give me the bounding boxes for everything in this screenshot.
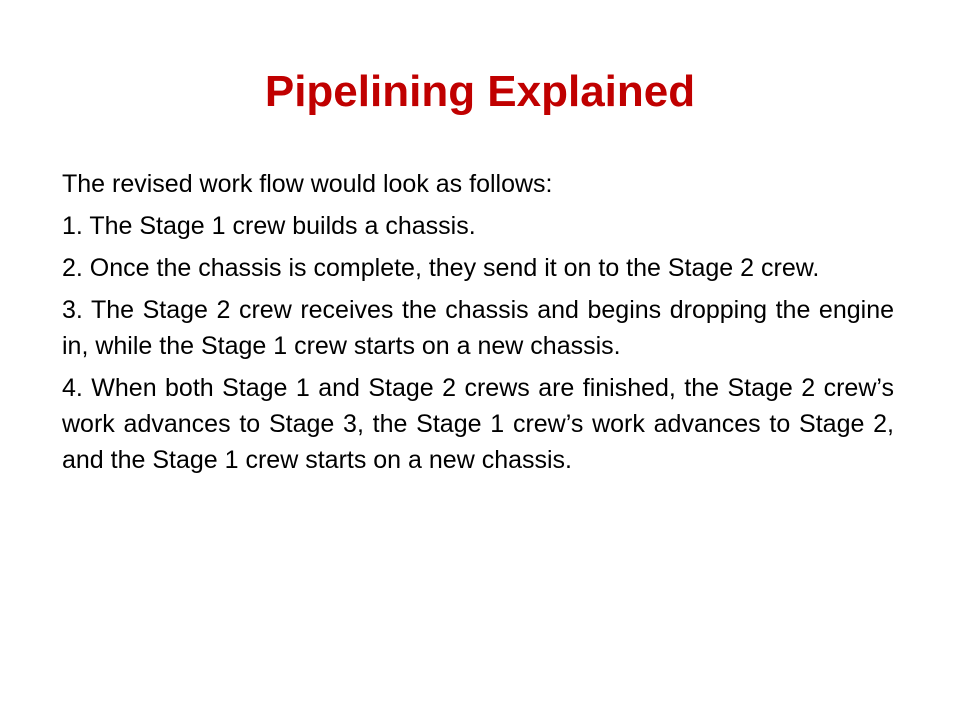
slide-body [62, 166, 894, 484]
slide-title: Pipelining Explained [264, 67, 696, 116]
body-paragraph-step-2: 2. Once the chassis is complete, they send it on to the Stage 2 crew. [62, 254, 820, 282]
body-paragraph-step-4: 4. When both Stage 1 and Stage 2 crews are finished, the Stage 2 crew’s work advances to Stage 3, the Stage 1 crew’s work advances to Stage 2, and the Stage 1 crew starts on a new chassis. [62, 374, 894, 474]
body-paragraph-step-3: 3. The Stage 2 crew receives the chassis and begins dropping the engine in, while the Stage 1 crew starts on a new chassis. [62, 296, 894, 360]
body-paragraph-step-1: 1. The Stage 1 crew builds a chassis. [62, 212, 476, 240]
body-paragraph-intro: The revised work flow would look as follows: [62, 170, 553, 198]
